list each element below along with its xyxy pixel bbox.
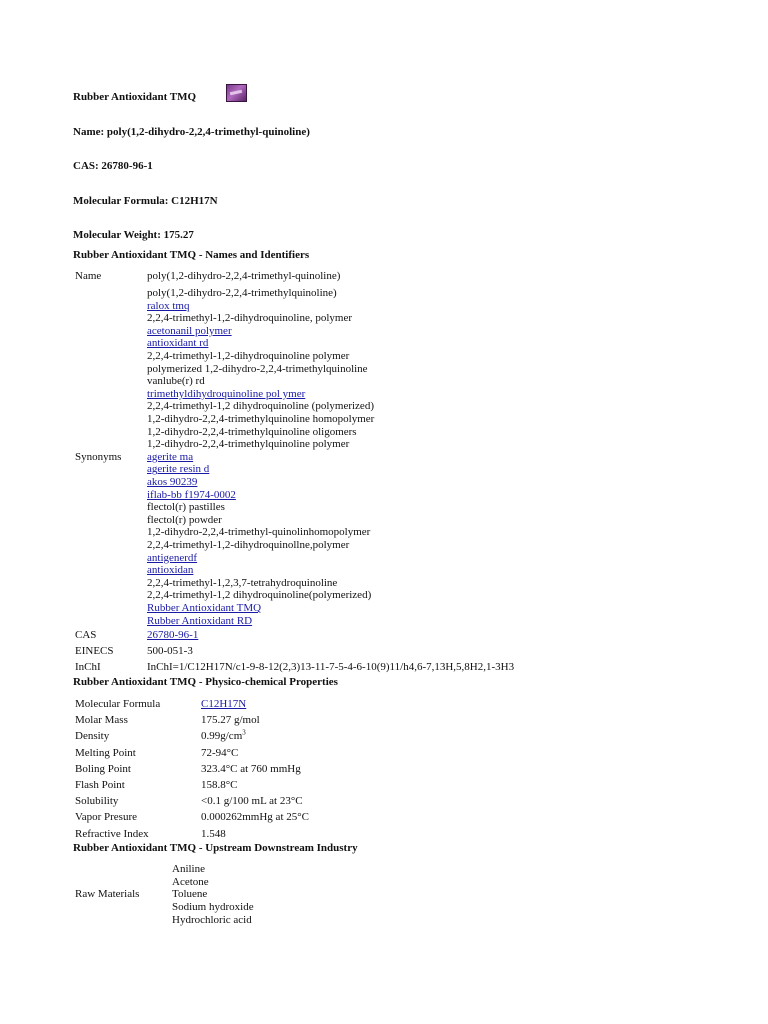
property-label: Vapor Presure — [75, 811, 138, 824]
property-value-text: 175.27 g/mol — [201, 714, 260, 727]
synonym-item: 2,2,4-trimethyl-1,2-dihydroquinollne,polymer — [147, 539, 350, 551]
synonym-item: 2,2,4-trimethyl-1,2-dihydroquinoline polymer — [147, 350, 350, 362]
property-value — [201, 779, 238, 792]
synonym-item: vanlube(r) rd — [147, 375, 205, 388]
property-label: Molecular Formula — [75, 698, 161, 710]
synonym-item: poly(1,2-dihydro-2,2,4-trimethylquinoline) — [147, 287, 337, 299]
synonym-item: 2,2,4-trimethyl-1,2 dihydroquinoline (polymerized) — [147, 400, 374, 413]
props-section-title: Rubber Antioxidant TMQ - Physico-chemical Properties — [73, 676, 338, 688]
synonym-item: 1,2-dihydro-2,2,4-trimethylquinoline polymer — [147, 438, 350, 451]
property-value-text: 1.548 — [201, 827, 226, 840]
property-label: Refractive Index — [75, 827, 149, 840]
inchi-value: InChI=1/C12H17N/c1-9-8-12(2,3)13-11-7-5-4-6-10(9)11/h4,6-7,13H,5,8H2,1-3H3 — [147, 661, 515, 673]
property-value-superscript: 3 — [242, 728, 246, 737]
weight-line: Molecular Weight: 175.27 — [73, 229, 194, 241]
name-value: poly(1,2-dihydro-2,2,4-trimethyl-quinoline) — [147, 270, 341, 282]
property-value — [201, 730, 246, 743]
property-value-text: 0.99g/cm — [201, 730, 243, 743]
synonym-item: 2,2,4-trimethyl-1,2 dihydroquinoline(polymerized) — [147, 589, 372, 602]
einecs-label: EINECS — [75, 645, 114, 657]
name-label: Name — [75, 270, 102, 282]
property-label: Melting Point — [75, 746, 136, 759]
property-label: Boling Point — [75, 762, 131, 775]
molecule-thumbnail-image[interactable] — [226, 84, 247, 102]
synonym-item: 2,2,4-trimethyl-1,2,3,7-tetrahydroquinoline — [147, 576, 338, 589]
property-value-text: 0.000262mmHg at 25°C — [201, 811, 309, 824]
property-value-text: 158.8°C — [201, 779, 238, 791]
synonym-link[interactable]: trimethyldihydroquinoline pol ymer — [147, 387, 306, 400]
property-label: Solubility — [75, 795, 119, 808]
synonym-link[interactable]: Rubber Antioxidant TMQ — [147, 602, 262, 614]
synonym-item: 1,2-dihydro-2,2,4-trimethyl-quinolinhomopolymer — [147, 526, 371, 539]
raw-material-item: Toluene — [172, 888, 208, 901]
property-value-text: C12H17N — [201, 698, 247, 710]
synonym-link[interactable]: Rubber Antioxidant RD — [147, 614, 253, 627]
property-value-link[interactable] — [201, 698, 246, 711]
synonym-link[interactable]: antioxidant rd — [147, 337, 209, 350]
cas-link[interactable]: 26780-96-1 — [147, 629, 199, 641]
synonym-link[interactable]: agerite resin d — [147, 463, 210, 476]
synonym-item: polymerized 1,2-dihydro-2,2,4-trimethylquinoline — [147, 362, 368, 375]
einecs-value: 500-051-3 — [147, 645, 193, 657]
cas-label: CAS — [75, 629, 97, 641]
property-value-text: 72-94°C — [201, 746, 239, 759]
property-value — [201, 763, 301, 776]
raw-material-item: Sodium hydroxide — [172, 901, 254, 914]
property-value — [201, 714, 260, 727]
property-value — [201, 828, 226, 841]
property-label: Flash Point — [75, 779, 125, 791]
industry-section-title: Rubber Antioxidant TMQ - Upstream Downstream Industry — [73, 842, 358, 854]
synonym-item: 1,2-dihydro-2,2,4-trimethylquinoline homopolymer — [147, 413, 375, 425]
property-value — [201, 747, 238, 760]
doc-title: Rubber Antioxidant TMQ — [73, 91, 197, 103]
names-section-title: Rubber Antioxidant TMQ - Names and Identifiers — [73, 249, 310, 261]
property-value — [201, 811, 309, 824]
synonym-link[interactable]: acetonanil polymer — [147, 324, 232, 337]
property-value-text: 323.4°C at 760 mmHg — [201, 762, 301, 775]
synonym-item: flectol(r) pastilles — [147, 501, 225, 514]
property-label: Density — [75, 730, 110, 743]
synonym-item: 2,2,4-trimethyl-1,2-dihydroquinoline, polymer — [147, 312, 352, 325]
synonyms-label: Synonyms — [75, 451, 122, 463]
synonym-link[interactable]: iflab-bb f1974-0002 — [147, 488, 236, 501]
synonym-item: 1,2-dihydro-2,2,4-trimethylquinoline oligomers — [147, 425, 357, 438]
synonym-link[interactable]: ralox tmq — [147, 299, 190, 312]
formula-line: Molecular Formula: C12H17N — [73, 195, 218, 207]
raw-materials-label: Raw Materials — [75, 888, 140, 900]
cas-line: CAS: 26780-96-1 — [73, 160, 153, 172]
raw-material-item: Acetone — [172, 875, 209, 888]
synonym-link[interactable]: antigenerdf — [147, 551, 198, 564]
synonym-link[interactable]: akos 90239 — [147, 476, 198, 488]
raw-material-item: Aniline — [172, 863, 205, 875]
property-value — [201, 795, 303, 808]
synonym-item: flectol(r) powder — [147, 513, 222, 526]
property-value-text: <0.1 g/100 mL at 23°C — [201, 795, 303, 808]
synonym-link[interactable]: agerite ma — [147, 450, 194, 463]
synonym-link[interactable]: antioxidan — [147, 564, 194, 577]
raw-material-item: Hydrochloric acid — [172, 913, 252, 926]
inchi-label: InChI — [75, 661, 101, 673]
property-label: Molar Mass — [75, 714, 128, 727]
name-line: Name: poly(1,2-dihydro-2,2,4-trimethyl-quinoline) — [73, 126, 310, 138]
